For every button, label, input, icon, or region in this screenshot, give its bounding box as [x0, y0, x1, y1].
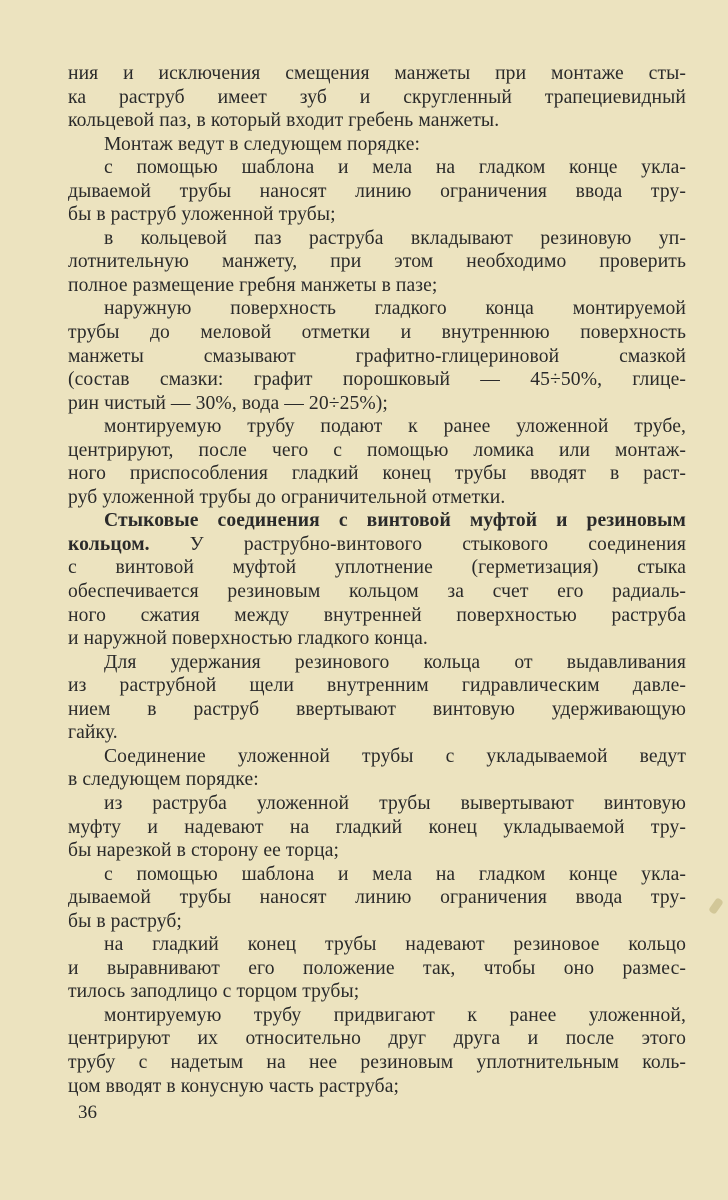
text-line — [68, 321, 686, 345]
text-line — [68, 133, 686, 157]
line-text: манжеты смазывают графитно-глицериновой смазкой — [68, 345, 686, 367]
line-text: лотнительную манжету, при этом необходимо проверить — [68, 251, 686, 273]
page-number: 36 — [78, 1102, 97, 1123]
line-text: дываемой трубы наносят линию ограничения ввода тру- — [68, 180, 686, 202]
line-text: с помощью шаблона и мела на гладком конце укла- — [104, 863, 686, 885]
text-line — [68, 768, 686, 792]
text-line — [68, 745, 686, 769]
line-text: и наружной поверхностью гладкого конца. — [68, 628, 428, 650]
bold-heading: Стыковые соединения с винтовой муфтой и резиновым — [104, 510, 686, 532]
text-line — [68, 392, 686, 416]
text-line — [68, 816, 686, 840]
text-line — [68, 86, 686, 110]
line-text: бы нарезкой в сторону ее торца; — [68, 840, 340, 862]
line-text: ка раструб имеет зуб и скругленный трапециевидный — [68, 86, 686, 108]
line-text: рин чистый — 30%, вода — 20÷25%); — [68, 392, 388, 414]
line-text: монтируемую трубу придвигают к ранее уложенной, — [104, 1004, 686, 1026]
text-line — [68, 604, 686, 628]
line-text: центрируют их относительно друг друга и после этого — [68, 1028, 686, 1050]
text-line — [68, 62, 686, 86]
line-text: бы в раструб; — [68, 910, 182, 932]
text-line — [68, 580, 686, 604]
line-text: с помощью шаблона и мела на гладком конце укла- — [104, 157, 686, 179]
paper-speck — [708, 897, 724, 915]
line-text: ного сжатия между внутренней поверхностью раструба — [68, 604, 686, 626]
text-line — [68, 721, 686, 745]
text-line — [68, 297, 686, 321]
line-text: бы в раструб уложенной трубы; — [68, 204, 336, 226]
text-line — [68, 863, 686, 887]
line-text: из раструба уложенной трубы вывертывают винтовую — [104, 792, 686, 814]
bold-heading: кольцом. — [68, 533, 150, 555]
line-text: с винтовой муфтой уплотнение (герметизация) стыка — [68, 557, 686, 579]
line-text: тилось заподлицо с торцом трубы; — [68, 981, 360, 1003]
line-text: Соединение уложенной трубы с укладываемой ведут — [104, 745, 686, 767]
text-line — [68, 509, 686, 533]
line-text: монтируемую трубу подают к ранее уложенной трубе, — [104, 416, 686, 438]
text-line — [68, 439, 686, 463]
line-text: в кольцевой паз раструба вкладывают резиновую уп- — [104, 227, 686, 249]
text-line — [68, 674, 686, 698]
line-text: наружную поверхность гладкого конца монтируемой — [104, 298, 686, 320]
line-text: У раструбно-винтового стыкового соединения — [149, 533, 686, 555]
text-line — [68, 486, 686, 510]
text-line — [68, 368, 686, 392]
text-line — [68, 1004, 686, 1028]
text-line — [68, 792, 686, 816]
text-line — [68, 345, 686, 369]
text-line — [68, 957, 686, 981]
text-line — [68, 156, 686, 180]
text-line — [68, 250, 686, 274]
line-text: (состав смазки: графит порошковый — 45÷50%, глице- — [68, 369, 686, 391]
line-text: в следующем порядке: — [68, 769, 259, 791]
line-text: из раструбной щели внутренним гидравлическим давле- — [68, 675, 686, 697]
text-line — [68, 556, 686, 580]
text-line — [68, 203, 686, 227]
line-text: Монтаж ведут в следующем порядке: — [104, 133, 421, 155]
line-text: кольцевой паз, в который входит гребень манжеты. — [68, 110, 500, 132]
text-line — [68, 651, 686, 675]
text-line — [68, 886, 686, 910]
text-line — [68, 980, 686, 1004]
line-text: руб уложенной трубы до ограничительной отметки. — [68, 486, 506, 508]
text-line — [68, 627, 686, 651]
text-line — [68, 1075, 686, 1099]
text-line — [68, 839, 686, 863]
text-line — [68, 462, 686, 486]
text-line — [68, 180, 686, 204]
text-line — [68, 227, 686, 251]
text-line — [68, 109, 686, 133]
line-text: гайку. — [68, 722, 118, 744]
text-line — [68, 1027, 686, 1051]
text-line — [68, 698, 686, 722]
text-line — [68, 274, 686, 298]
line-text: трубу с надетым на нее резиновым уплотнительным коль- — [68, 1051, 686, 1073]
line-text: Для удержания резинового кольца от выдавливания — [104, 651, 686, 673]
line-text: полное размещение гребня манжеты в пазе; — [68, 274, 438, 296]
line-text: и выравнивают его положение так, чтобы оно размес- — [68, 957, 686, 979]
text-line — [68, 533, 686, 557]
line-text: на гладкий конец трубы надевают резиновое кольцо — [104, 934, 686, 956]
line-text: обеспечивается резиновым кольцом за счет его радиаль- — [68, 581, 686, 603]
text-line — [68, 415, 686, 439]
line-text: дываемой трубы наносят линию ограничения ввода тру- — [68, 887, 686, 909]
line-text: нием в раструб ввертывают винтовую удерживающую — [68, 698, 686, 720]
text-line — [68, 910, 686, 934]
line-text: цом вводят в конусную часть раструба; — [68, 1075, 400, 1097]
line-text: ния и исключения смещения манжеты при монтаже сты- — [68, 63, 686, 84]
text-line — [68, 933, 686, 957]
line-text: трубы до меловой отметки и внутреннюю поверхность — [68, 322, 686, 344]
line-text: ного приспособления гладкий конец трубы вводят в раст- — [68, 463, 686, 485]
body-text — [68, 62, 686, 1098]
line-text: муфту и надевают на гладкий конец укладываемой тру- — [68, 816, 686, 838]
text-line — [68, 1051, 686, 1075]
line-text: центрируют, после чего с помощью ломика или монтаж- — [68, 439, 686, 461]
